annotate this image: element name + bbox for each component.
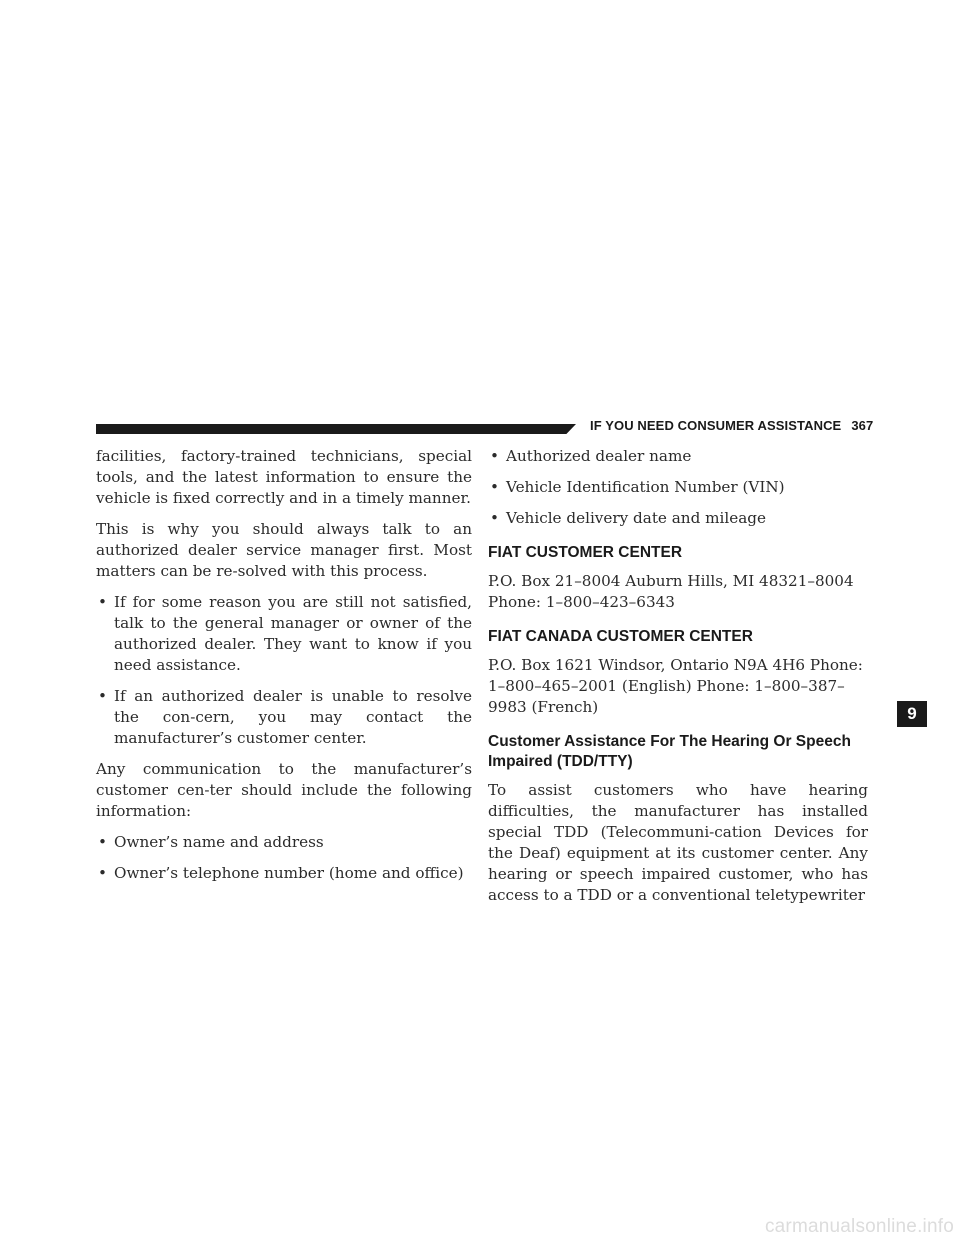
list-item: • Owner’s telephone number (home and office) [98,864,464,882]
bullet-list [96,592,472,749]
running-header [590,418,874,433]
list-item: • If for some reason you are still not satisfied, talk to the general manager or owner of the authorized dealer. They want to know if you need assistance. [98,593,472,674]
list-item: • Owner’s name and address [98,833,324,851]
header-title: IF YOU NEED CONSUMER ASSISTANCE [590,418,842,433]
page-number: 367 [851,418,874,433]
paragraph: facilities, factory-trained technicians, special tools, and the latest information to ensure the vehicle is fixed correctly and in a timely manner. [96,447,472,507]
paragraph: This is why you should always talk to an authorized dealer service manager first. Most matters can be re-solved with this process. [96,520,472,580]
bullet-icon: • [98,593,107,611]
bullet-icon: • [98,864,107,882]
left-column [96,446,472,894]
paragraph: To assist customers who have hearing difficulties, the manufacturer has installed special TDD (Telecommuni-cation Devices for the Deaf) equipment at its customer center. Any hearing or speech impaired customer, who has access to a TDD or a conventional teletypewriter [488,781,868,904]
list-item: • If an authorized dealer is unable to resolve the con-cern, you may contact the manufacturer’s customer center. [98,687,472,747]
bullet-list [96,832,472,884]
bullet-list [488,446,868,529]
paragraph: P.O. Box 21–8004 Auburn Hills, MI 48321–8004 Phone: 1–800–423–6343 [488,572,854,611]
bullet-icon: • [490,509,499,527]
watermark: carmanualsonline.info [764,1216,954,1237]
right-column [488,446,868,916]
chapter-tab: 9 [897,701,927,727]
bullet-icon: • [98,833,107,851]
paragraph: P.O. Box 1621 Windsor, Ontario N9A 4H6 Phone: 1–800–465–2001 (English) Phone: 1–800–387–9983 (French) [488,656,863,716]
bullet-icon: • [98,687,107,705]
section-heading: FIAT CUSTOMER CENTER [488,544,683,561]
section-heading: Customer Assistance For The Hearing Or Speech Impaired (TDD/TTY) [488,733,851,770]
header-rule [96,424,576,434]
bullet-icon: • [490,447,499,465]
list-item: • Vehicle delivery date and mileage [490,509,766,527]
list-item: • Authorized dealer name [490,447,692,465]
paragraph: Any communication to the manufacturer’s customer cen-ter should include the following information: [96,760,472,820]
bullet-icon: • [490,478,499,496]
list-item: • Vehicle Identification Number (VIN) [490,478,785,496]
section-heading: FIAT CANADA CUSTOMER CENTER [488,628,753,645]
